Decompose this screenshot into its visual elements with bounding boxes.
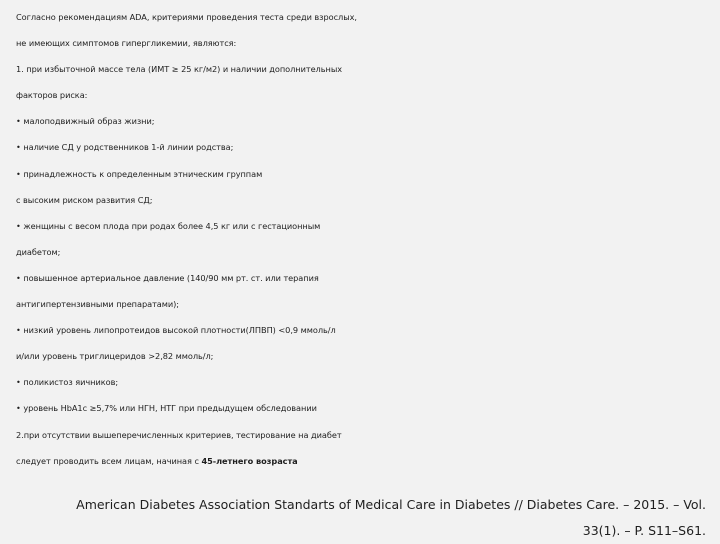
text-line-13: • низкий уровень липопротеидов высокой плотности(ЛПВП) <0,9 ммоль/л <box>16 325 336 336</box>
text-line-17: 2.при отсутствии вышеперечисленных критериев, тестирование на диабет <box>16 429 342 440</box>
citation <box>30 492 706 544</box>
text-line-1: Согласно рекомендациям ADA, критериями проведения теста среди взрослых, <box>16 12 357 22</box>
text-line-16: • уровень HbA1c ≥5,7% или НГН, НТГ при предыдущем обследовании <box>16 403 317 414</box>
text-line-15: • поликистоз яичников; <box>16 377 119 388</box>
emphasized-age: 45-летнего возраста <box>201 455 298 466</box>
citation-line-1: American Diabetes Association Standarts of Medical Care in Diabetes // Diabetes Care. – 2015. – Vol. <box>76 497 706 512</box>
text-line-8: с высоким риском развития СД; <box>16 194 153 205</box>
text-line-18-start: следует проводить всем лицам, начиная с <box>16 455 202 466</box>
citation-line-2: 33(1). – P. S11–S61. <box>582 523 706 538</box>
text-line-6: • наличие СД у родственников 1-й линии родства; <box>16 142 234 153</box>
main-text <box>16 4 716 474</box>
text-line-9: • женщины с весом плода при родах более 4,5 кг или с гестационным <box>16 220 321 231</box>
text-line-12: антигипертензивными препаратами); <box>16 299 180 310</box>
text-line-4: факторов риска: <box>16 90 88 101</box>
text-line-10: диабетом; <box>16 246 61 257</box>
text-line-18 <box>16 448 716 474</box>
text-line-5: • малоподвижный образ жизни; <box>16 116 155 127</box>
text-line-2: не имеющих симптомов гипергликемии, являются: <box>16 38 237 49</box>
text-line-14: и/или уровень триглицеридов >2,82 ммоль/л; <box>16 351 214 362</box>
text-line-7: • принадлежность к определенным этническим группам <box>16 168 263 179</box>
text-line-3: 1. при избыточной массе тела (ИМТ ≥ 25 кг/м2) и наличии дополнительных <box>16 64 343 75</box>
text-line-11: • повышенное артериальное давление (140/90 мм рт. ст. или терапия <box>16 272 319 283</box>
